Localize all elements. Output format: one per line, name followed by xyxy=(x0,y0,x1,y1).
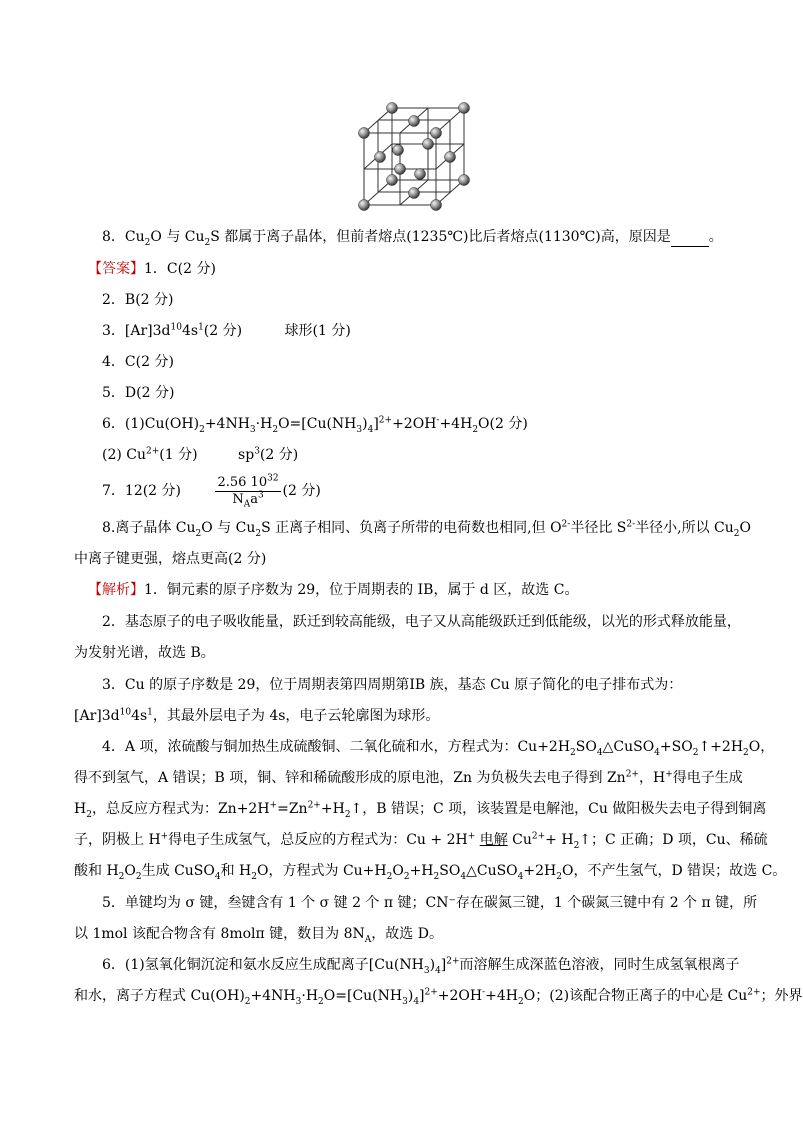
atom xyxy=(431,128,442,139)
analysis-2-line1: 2．基态原子的电子吸收能量，跃迁到较高能级，电子又从高能级跃迁到低能级，以光的形式释放能量， xyxy=(102,614,741,630)
analysis-4-line2: 得不到氢气，A 错误；B 项，铜、锌和稀硫酸形成的原电池，Zn 为负极失去电子得到 $Zn^{2+}$，H+得电子生成 xyxy=(74,769,743,786)
answer-8-line2: 中离子键更强，熔点更高(2 分) xyxy=(74,551,267,567)
atom xyxy=(387,103,398,114)
analysis-5-line2: 以 1mol 该配合物含有 8molπ 键，数目为 $8N_A$，故选 D。 xyxy=(74,926,443,945)
atom xyxy=(359,200,370,211)
analysis-4-line5: 酸和 $H_2O_2$生成 CuSO$_4$和 $H_2O$，方程式为 $Cu+H_2O_2+H_2SO_4\triangle CuSO_4+2H_2O$，不产生氢气，D 错误；故选 C。 xyxy=(74,863,787,882)
question-8: 8．$Cu_2O$ 与 $Cu_2S$ 都属于离子晶体，但前者熔点(1235℃)比后者熔点(1130℃)高，原因是 。 xyxy=(102,229,723,248)
atom xyxy=(459,103,470,114)
answer-5: 5．D(2 分) xyxy=(102,385,175,401)
atom xyxy=(409,116,420,127)
answer-8-line1: 8.离子晶体 $Cu_2O$ 与 $Cu_2S$ 正离子相同、负离子所带的电荷数也相同,但 $O^{2-}$半径比 $S^{2-}$半径小,所以 $Cu_2O$ xyxy=(102,519,752,539)
analysis-4-line3: $H_2$，总反应方程式为：$Zn+2H^+=Zn^{2+}+H_2↑$，B 错误；C 项，该装置是电解池，Cu 做阳极失去电子得到铜离 xyxy=(74,800,767,820)
analysis-6-line2: 和水，离子方程式 $Cu(OH)_2+4NH_3\cdot H_2O=[Cu(NH_3)_4]^{2+}+2OH^-+4H_2O$；(2)该配合物正离子的中心是 $Cu^{2+}$；外界 xyxy=(74,987,803,1007)
answer-3: 3．$[Ar]3d^{10}4s^1(2$ 分) 球形(1 分) xyxy=(102,322,351,339)
atom xyxy=(375,152,386,163)
analysis-3-line1: 3．Cu 的原子序数是 29，位于周期表第四周期第ⅠB 族，基态 Cu 原子简化的电子排布式为： xyxy=(102,677,683,693)
analysis-1: 【解析】1．铜元素的原子序数为 29，位于周期表的 IB，属于 d 区，故选 C。 xyxy=(88,582,579,598)
atom xyxy=(409,188,420,199)
atom xyxy=(445,152,456,163)
answer-2: 2．B(2 分) xyxy=(102,292,174,308)
analysis-4-line4: 子，阴极上 H+得电子生成氢气，总反应的方程式为：Cu + 2H+ 电解 $Cu^{2+}+$ $H_2↑$；C 正确；D 项，Cu、稀硫 xyxy=(74,831,768,851)
answer-6-2: (2) $Cu^{2+}(1$ 分) $sp^3(2$ 分) xyxy=(102,446,299,463)
analysis-5-line1: 5．单键均为 σ 键，叁键含有 1 个 σ 键 2 个 π 键；CN⁻存在碳氮三键，1 个碳氮三键中有 2 个 π 键，所 xyxy=(102,895,758,911)
analysis-tag: 【解析】 xyxy=(88,582,144,598)
answer-blank xyxy=(671,232,709,247)
atom xyxy=(395,164,406,175)
analysis-6-line1: 6．(1)氢氧化铜沉淀和氨水反应生成配离子$[Cu(NH_3)_4]^{2+}$而溶解生成深蓝色溶液，同时生成氢氧根离子 xyxy=(102,956,740,976)
atom xyxy=(459,175,470,186)
answer-7: 7．12(2 分) $\frac{2.56 10^{32}}{N_Aa^3}$ (2 分) xyxy=(102,473,321,510)
answer-6-1: 6．$(1)Cu(OH)_2+4NH_3\cdot H_2O=[Cu(NH_3)_4]^{2+}+2OH^-+4H_2O(2$ 分) xyxy=(102,415,528,435)
analysis-3-line2: $[Ar]3d^{10}4s^1$，其最外层电子为 4s，电子云轮廓图为球形。 xyxy=(74,707,440,724)
atom xyxy=(415,169,426,180)
analysis-4-line1: 4．A 项，浓硫酸与铜加热生成硫酸铜、二氧化硫和水，方程式为：$Cu+2H_2SO_4\triangle CuSO_4+SO_2↑+2H_2O$， xyxy=(102,739,775,758)
atom xyxy=(387,175,398,186)
analysis-2-line2: 为发射光谱，故选 B。 xyxy=(74,645,215,661)
answer-1: 【答案】1．C(2 分) xyxy=(88,261,216,277)
fraction: $\frac{2.56 10^{32}}{N_Aa^3}$ xyxy=(217,473,279,510)
crystal-cell-diagram xyxy=(350,100,480,215)
answer-tag: 【答案】 xyxy=(88,261,144,277)
answer-4: 4．C(2 分) xyxy=(102,354,174,370)
atom xyxy=(423,139,434,150)
atom xyxy=(359,128,370,139)
atom xyxy=(431,200,442,211)
atom xyxy=(393,145,404,156)
